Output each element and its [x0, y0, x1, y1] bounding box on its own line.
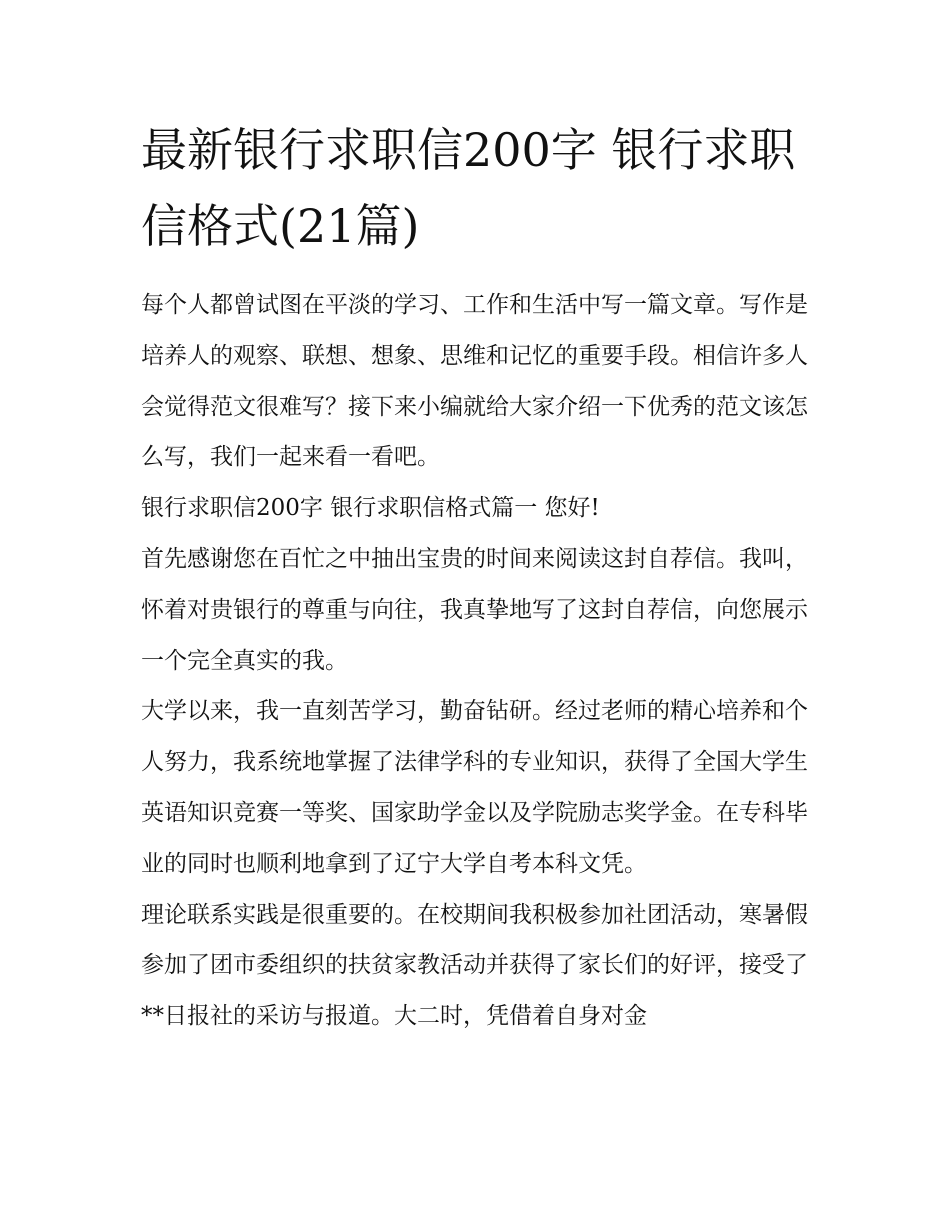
document-title: 最新银行求职信200字 银行求职信格式(21篇) — [141, 123, 796, 253]
paragraph-intro: 每个人都曾试图在平淡的学习、工作和生活中写一篇文章。写作是培养人的观察、联想、想象、思维和记忆的重要手段。相信许多人会觉得范文很难写？接下来小编就给大家介绍一下优秀的范文该怎么写，我们一起来看一看吧。 — [141, 292, 808, 471]
document-page — [141, 112, 817, 1042]
paragraph-practice: 理论联系实践是很重要的。在校期间我积极参加社团活动，寒暑假参加了团市委组织的扶贫家教活动并获得了家长们的好评，接受了**日报社的采访与报道。大二时，凭借着自身对金 — [141, 901, 808, 1030]
paragraph-study: 大学以来，我一直刻苦学习，勤奋钻研。经过老师的精心培养和个人努力，我系统地掌握了法律学科的专业知识，获得了全国大学生英语知识竞赛一等奖、国家助学金以及学院励志奖学金。在专科毕业的同时也顺利地拿到了辽宁大学自考本科文凭。 — [141, 698, 808, 877]
paragraph-section-heading: 银行求职信200字 银行求职信格式篇一 您好! — [141, 495, 600, 522]
paragraph-greeting: 首先感谢您在百忙之中抽出宝贵的时间来阅读这封自荐信。我叫，怀着对贵银行的尊重与向往，我真挚地写了这封自荐信，向您展示一个完全真实的我。 — [141, 545, 808, 674]
